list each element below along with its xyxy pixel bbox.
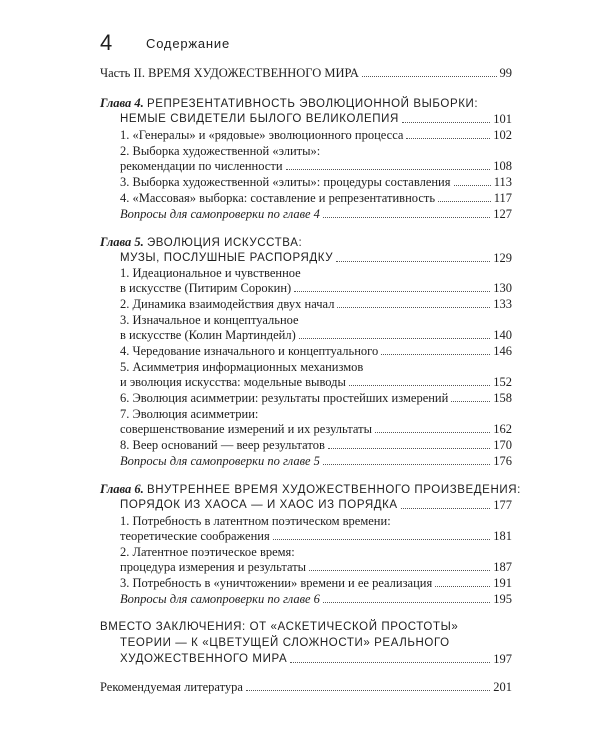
toc-chapter-4-heading: Глава 4. РЕПРЕЗЕНТАТИВНОСТЬ ЭВОЛЮЦИОННОЙ ВЫБОРКИ: <box>100 96 479 110</box>
section-title: Содержание <box>146 36 230 51</box>
toc-entry[interactable]: 6. Эволюция асимметрии: результаты простейших измерений 158 <box>120 391 512 405</box>
toc-entry-line1: 2. Латентное поэтическое время: <box>120 545 295 559</box>
toc-entry[interactable]: 8. Веер оснований — веер результатов 170 <box>120 438 512 452</box>
toc-entry-line1: 5. Асимметрия информационных механизмов <box>120 360 364 374</box>
toc-conclusion[interactable]: ХУДОЖЕСТВЕННОГО МИРА 197 <box>120 652 512 666</box>
toc-entry[interactable]: 1. «Генералы» и «рядовые» эволюционного процесса 102 <box>120 128 512 142</box>
toc-entry[interactable]: в искусстве (Колин Мартиндейл) 140 <box>120 328 512 342</box>
toc-questions-4[interactable]: Вопросы для самопроверки по главе 4 127 <box>120 207 512 221</box>
toc-chapter-4[interactable]: НЕМЫЕ СВИДЕТЕЛИ БЫЛОГО ВЕЛИКОЛЕПИЯ 101 <box>120 112 512 126</box>
toc-questions-5[interactable]: Вопросы для самопроверки по главе 5 176 <box>120 454 512 468</box>
toc-entry[interactable]: в искусстве (Питирим Сорокин) 130 <box>120 281 512 295</box>
toc-entry[interactable]: процедура измерения и результаты 187 <box>120 560 512 574</box>
toc-entry-line1: 7. Эволюция асимметрии: <box>120 407 259 421</box>
toc-entry[interactable]: 4. «Массовая» выборка: составление и репрезентативность 117 <box>120 191 512 205</box>
toc-chapter-5[interactable]: МУЗЫ, ПОСЛУШНЫЕ РАСПОРЯДКУ 129 <box>120 251 512 265</box>
toc-literature[interactable]: Рекомендуемая литература 201 <box>100 680 512 694</box>
toc-entry-line1: 3. Изначальное и концептуальное <box>120 313 299 327</box>
toc-entry-line1: 1. Идеациональное и чувственное <box>120 266 301 280</box>
toc-entry[interactable]: совершенствование измерений и их результаты 162 <box>120 422 512 436</box>
toc-entry[interactable]: и эволюция искусства: модельные выводы 152 <box>120 375 512 389</box>
toc-chapter-5-heading: Глава 5. ЭВОЛЮЦИЯ ИСКУССТВА: <box>100 235 303 249</box>
toc-conclusion-line2: ТЕОРИИ — К «ЦВЕТУЩЕЙ СЛОЖНОСТИ» РЕАЛЬНОГО <box>120 637 450 649</box>
toc-entry[interactable]: 4. Чередование изначального и концептуального 146 <box>120 344 512 358</box>
page-number: 4 <box>100 30 113 55</box>
toc-chapter-6[interactable]: ПОРЯДОК ИЗ ХАОСА — И ХАОС ИЗ ПОРЯДКА 177 <box>120 498 512 512</box>
toc-entry[interactable]: теоретические соображения 181 <box>120 529 512 543</box>
toc-entry[interactable]: 3. Потребность в «уничтожении» времени и ее реализация 191 <box>120 576 512 590</box>
toc-entry-line1: 1. Потребность в латентном поэтическом времени: <box>120 514 391 528</box>
toc-questions-6[interactable]: Вопросы для самопроверки по главе 6 195 <box>120 592 512 606</box>
toc-entry[interactable]: рекомендации по численности 108 <box>120 159 512 173</box>
toc-entry-line1: 2. Выборка художественной «элиты»: <box>120 144 321 158</box>
toc-entry[interactable]: 3. Выборка художественной «элиты»: процедуры составления 113 <box>120 175 512 189</box>
toc-chapter-6-heading: Глава 6. ВНУТРЕННЕЕ ВРЕМЯ ХУДОЖЕСТВЕННОГО ПРОИЗВЕДЕНИЯ: <box>100 482 521 496</box>
toc-part-2[interactable]: Часть II. ВРЕМЯ ХУДОЖЕСТВЕННОГО МИРА 99 <box>100 66 512 80</box>
toc-entry[interactable]: 2. Динамика взаимодействия двух начал 133 <box>120 297 512 311</box>
toc-conclusion-line1: ВМЕСТО ЗАКЛЮЧЕНИЯ: ОТ «АСКЕТИЧЕСКОЙ ПРОСТОТЫ» <box>100 621 459 633</box>
